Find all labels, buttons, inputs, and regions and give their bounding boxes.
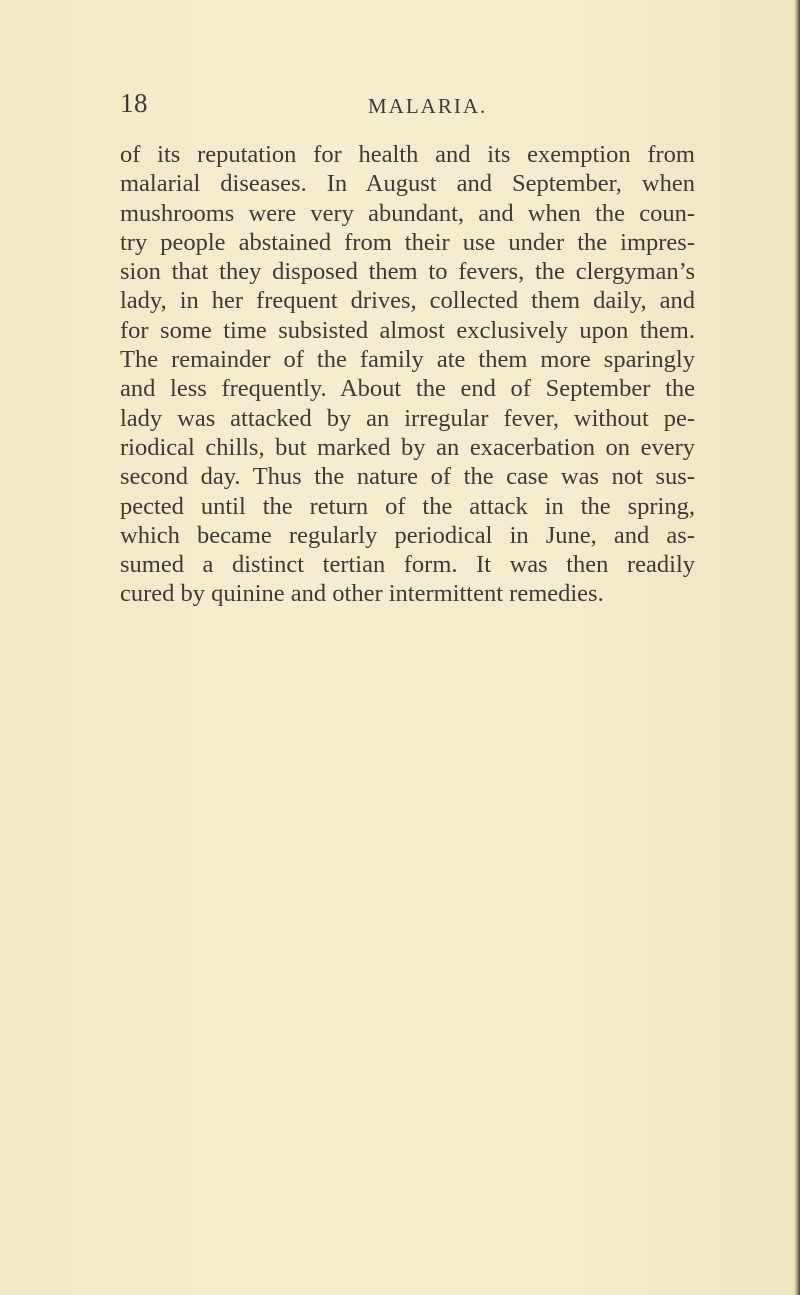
running-title: MALARIA. (368, 94, 488, 118)
text-line: pected until the return of the attack in the spring, (120, 492, 695, 520)
text-line: mushrooms were very abundant, and when the coun- (120, 199, 695, 227)
page-number: 18 (120, 88, 148, 118)
text-line: for some time subsisted almost exclusively upon them. (120, 316, 695, 344)
text-line: try people abstained from their use under the impres- (120, 228, 695, 256)
text-line: and less frequently. About the end of September the (120, 375, 695, 403)
body-paragraph (120, 140, 695, 609)
text-line: sion that they disposed them to fevers, the clergyman’s (120, 258, 695, 286)
text-line: riodical chills, but marked by an exacerbation on every (120, 433, 695, 461)
text-line: lady was attacked by an irregular fever, without pe- (120, 404, 695, 432)
text-line: malarial diseases. In August and September, when (120, 170, 695, 198)
text-line: lady, in her frequent drives, collected them daily, and (120, 287, 695, 315)
page-edge-shadow (794, 0, 800, 1295)
text-line: which became regularly periodical in June, and as- (120, 521, 695, 549)
text-line: sumed a distinct tertian form. It was then readily (120, 551, 695, 579)
text-line: cured by quinine and other intermittent remedies. (120, 580, 604, 608)
text-line: of its reputation for health and its exemption from (120, 141, 695, 168)
text-line: The remainder of the family ate them more sparingly (120, 346, 695, 374)
text-line: second day. Thus the nature of the case was not sus- (120, 463, 695, 491)
